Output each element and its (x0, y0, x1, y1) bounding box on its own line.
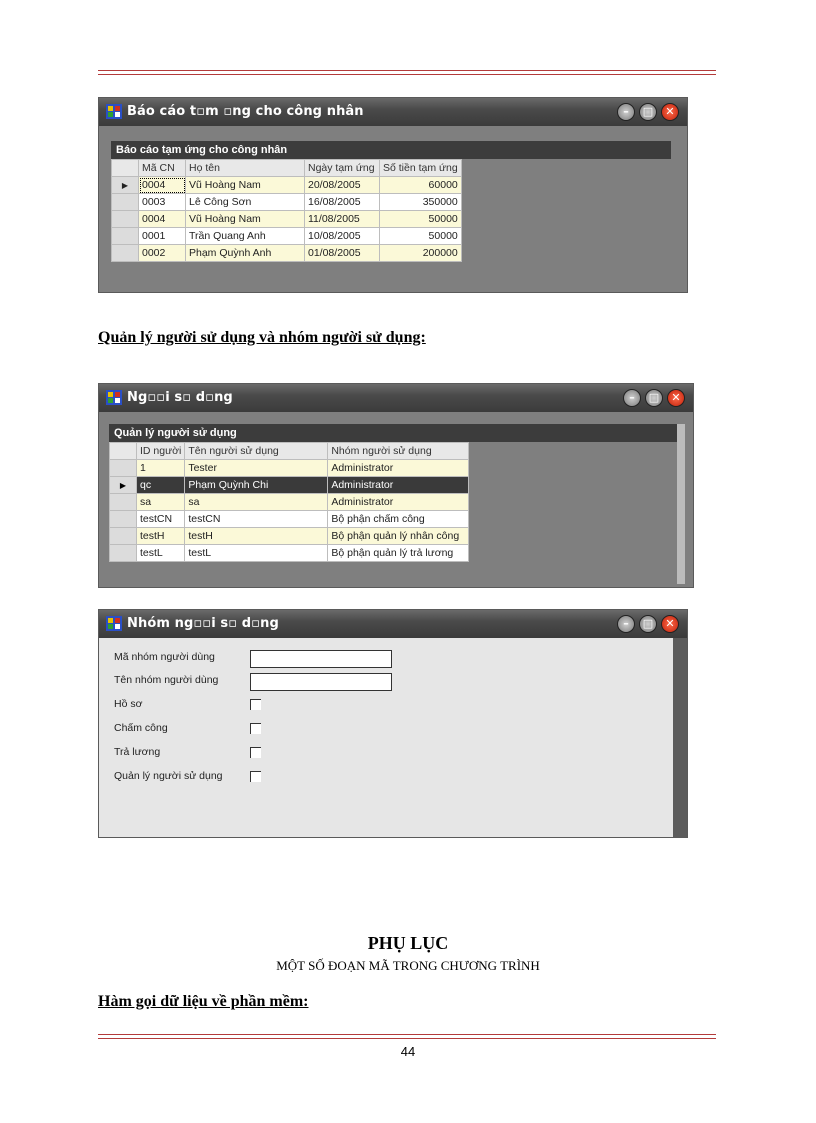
minimize-button[interactable]: – (617, 615, 635, 633)
cell[interactable]: 01/08/2005 (305, 245, 380, 262)
group-name-label: Tên nhóm người dùng (114, 674, 219, 686)
cell[interactable]: qc (137, 477, 185, 494)
app-icon (106, 616, 122, 631)
maximize-button[interactable]: □ (645, 389, 663, 407)
users-window (98, 383, 694, 588)
cell[interactable]: Lê Công Sơn (186, 194, 305, 211)
appendix-title: PHỤ LỤC (367, 933, 449, 953)
cell[interactable]: sa (185, 494, 328, 511)
app-icon (106, 104, 122, 119)
table-row[interactable] (110, 460, 469, 477)
timekeeping-checkbox[interactable] (250, 723, 261, 734)
group-name-input[interactable] (250, 673, 392, 691)
checkbox-label-user-management: Quản lý người sử dụng (114, 770, 223, 782)
table-header (110, 443, 469, 460)
cell[interactable]: 0004 (139, 211, 186, 228)
checkbox-label-payroll: Trả lương (114, 746, 161, 758)
column-header[interactable]: Nhóm người sử dụng (328, 443, 469, 460)
users-window-titlebar[interactable] (99, 384, 693, 412)
scrollbar[interactable] (677, 424, 685, 584)
column-header[interactable]: Ngày tạm ứng (305, 160, 380, 177)
cell[interactable]: 200000 (380, 245, 462, 262)
current-row-indicator: ▶ (110, 477, 137, 494)
cell[interactable]: 0004 (139, 177, 186, 194)
cell[interactable]: 0003 (139, 194, 186, 211)
payroll-checkbox[interactable] (250, 747, 261, 758)
window-title: Nhóm ng▫▫i s▫ d▫ng (127, 616, 279, 631)
cell[interactable]: Bộ phận chấm công (328, 511, 469, 528)
cell[interactable]: 0002 (139, 245, 186, 262)
cell[interactable]: testCN (185, 511, 328, 528)
table-row[interactable] (110, 494, 469, 511)
column-header[interactable]: Tên người sử dụng (185, 443, 328, 460)
report-window-titlebar[interactable] (99, 98, 687, 126)
cell[interactable]: 11/08/2005 (305, 211, 380, 228)
column-header[interactable]: Họ tên (186, 160, 305, 177)
maximize-button[interactable]: □ (639, 103, 657, 121)
cell[interactable]: Phạm Quỳnh Anh (186, 245, 305, 262)
cell[interactable]: 0001 (139, 228, 186, 245)
table-row-selected[interactable] (110, 477, 469, 494)
group-id-input[interactable] (250, 650, 392, 668)
cell[interactable]: Vũ Hoàng Nam (186, 211, 305, 228)
cell[interactable]: Phạm Quỳnh Chi (185, 477, 328, 494)
minimize-button[interactable]: – (617, 103, 635, 121)
column-header[interactable]: ID người (137, 443, 185, 460)
checkbox-label-timekeeping: Chấm công (114, 722, 168, 734)
table-row[interactable] (112, 177, 462, 194)
cell[interactable]: testL (137, 545, 185, 562)
checkbox-label-records: Hồ sơ (114, 698, 143, 710)
column-header[interactable]: Số tiền tạm ứng (380, 160, 462, 177)
cell[interactable]: Bộ phận quản lý trả lương (328, 545, 469, 562)
section-heading-data-functions: Hàm gọi dữ liệu về phần mềm: (98, 993, 309, 1010)
right-border (673, 638, 687, 837)
cell[interactable]: Tester (185, 460, 328, 477)
cell[interactable]: Vũ Hoàng Nam (186, 177, 305, 194)
close-button[interactable]: ✕ (661, 615, 679, 633)
cell[interactable]: 50000 (380, 228, 462, 245)
table-row[interactable] (112, 194, 462, 211)
cell[interactable]: testCN (137, 511, 185, 528)
cell[interactable]: testL (185, 545, 328, 562)
window-title: Báo cáo t▫m ▫ng cho công nhân (127, 104, 364, 119)
page-number: 44 (400, 1044, 416, 1059)
user-management-checkbox[interactable] (250, 771, 261, 782)
appendix-subtitle: MỘT SỐ ĐOẠN MÃ TRONG CHƯƠNG TRÌNH (276, 958, 540, 973)
column-header[interactable]: Mã CN (139, 160, 186, 177)
cell[interactable]: 1 (137, 460, 185, 477)
users-table (109, 442, 469, 562)
table-row[interactable] (110, 511, 469, 528)
cell[interactable]: 10/08/2005 (305, 228, 380, 245)
table-row[interactable] (112, 211, 462, 228)
section-heading-users: Quản lý người sử dụng và nhóm người sử dụng: (98, 329, 426, 346)
group-id-label: Mã nhóm người dùng (114, 651, 215, 663)
close-button[interactable]: ✕ (661, 103, 679, 121)
cell[interactable]: testH (185, 528, 328, 545)
table-row[interactable] (112, 228, 462, 245)
window-title: Ng▫▫i s▫ d▫ng (127, 390, 233, 405)
cell[interactable]: testH (137, 528, 185, 545)
cell[interactable]: Administrator (328, 460, 469, 477)
current-row-indicator: ▶ (112, 177, 139, 194)
cell[interactable]: 20/08/2005 (305, 177, 380, 194)
cell[interactable]: 350000 (380, 194, 462, 211)
cell[interactable]: 50000 (380, 211, 462, 228)
cell[interactable]: Administrator (328, 477, 469, 494)
grid-caption: Báo cáo tạm ứng cho công nhân (111, 141, 671, 159)
maximize-button[interactable]: □ (639, 615, 657, 633)
table-header (112, 160, 462, 177)
cell[interactable]: Administrator (328, 494, 469, 511)
grid-caption: Quản lý người sử dụng (109, 424, 677, 442)
close-button[interactable]: ✕ (667, 389, 685, 407)
cell[interactable]: 16/08/2005 (305, 194, 380, 211)
cell[interactable]: Bộ phận quản lý nhân công (328, 528, 469, 545)
cell[interactable]: 60000 (380, 177, 462, 194)
bottom-rule (98, 1034, 716, 1039)
top-rule (98, 70, 716, 75)
table-row[interactable] (110, 528, 469, 545)
advance-report-table (111, 159, 462, 262)
cell[interactable]: Trần Quang Anh (186, 228, 305, 245)
table-row[interactable] (112, 245, 462, 262)
report-window (98, 97, 688, 293)
user-group-window (98, 609, 688, 838)
minimize-button[interactable]: – (623, 389, 641, 407)
app-icon (106, 390, 122, 405)
user-group-window-titlebar[interactable] (99, 610, 687, 638)
table-row[interactable] (110, 545, 469, 562)
cell[interactable]: sa (137, 494, 185, 511)
records-checkbox[interactable] (250, 699, 261, 710)
